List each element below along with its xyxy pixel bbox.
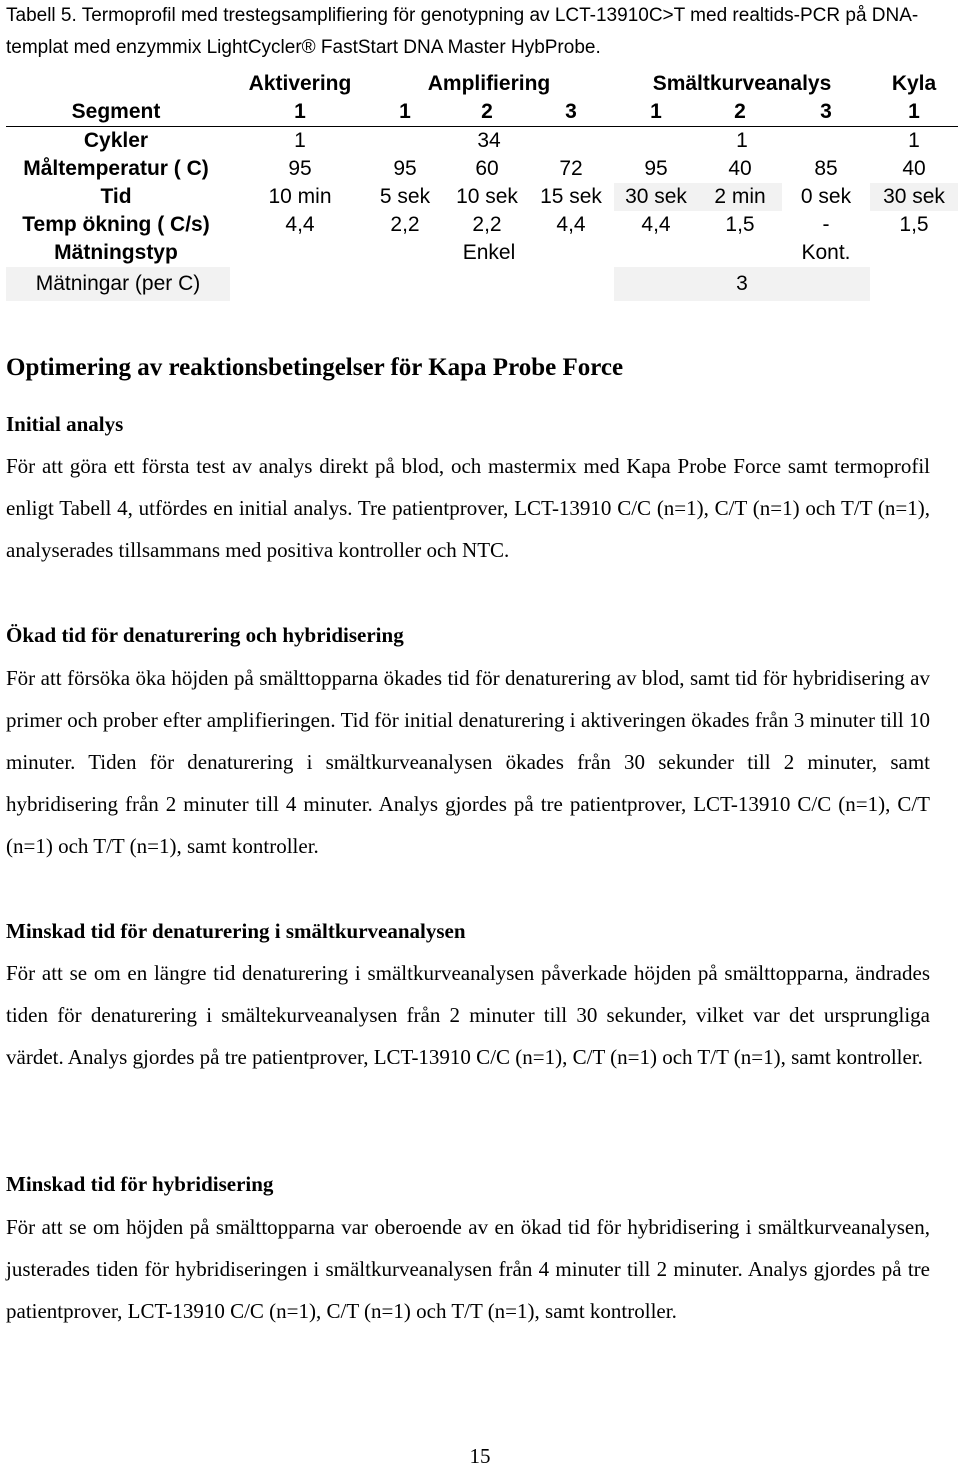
table-tempokning-row: [6, 211, 958, 239]
group-kyla: Kyla: [891, 72, 937, 95]
table-maltemp-row: [6, 155, 958, 183]
thermoprofile-table: [6, 70, 958, 301]
table-cell: 5 sek: [379, 185, 431, 208]
table-cell: 30 sek: [614, 183, 698, 211]
table-cell: 15 sek: [540, 185, 602, 208]
table-cell: 72: [559, 157, 583, 180]
group-amplifiering: Amplifiering: [427, 72, 551, 95]
table-cell: 2 min: [698, 183, 782, 211]
table-group-header-row: [6, 70, 958, 98]
paragraph-initial-analys: För att göra ett första test av analys direkt på blod, och mastermix med Kapa Probe Force samt termoprofil enligt Tabell 4, utfördes en initial analys. Tre patientprover, LCT-13910 C/C (n=1), C/T (n=1) och T/T (n=1), analyserades tillsammans med positiva kontroller och NTC.: [6, 454, 930, 562]
table-cell: 1: [399, 100, 411, 123]
table-cell: 10 sek: [456, 185, 518, 208]
table-cell: 85: [814, 157, 838, 180]
table-cell: 95: [644, 157, 668, 180]
table-cykler-row: [6, 127, 958, 155]
table-cell: 2: [481, 100, 493, 123]
row-label-matningstyp: Mätningstyp: [54, 241, 178, 264]
heading-okad-tid: Ökad tid för denaturering och hybridisering: [6, 623, 404, 647]
table-cell: 40: [728, 157, 752, 180]
table-cell: 2,2: [390, 213, 420, 236]
table-cell: 2,2: [472, 213, 502, 236]
heading-minskad-hybridisering: Minskad tid för hybridisering: [6, 1172, 274, 1196]
table-cell: 3: [565, 100, 577, 123]
table-matningstyp-row: [6, 239, 958, 267]
table-matningar-row: [6, 267, 958, 301]
table-cell: 1: [736, 129, 748, 152]
table-cell: 34: [477, 129, 501, 152]
group-smaltkurveanalys: Smältkurveanalys: [652, 72, 832, 95]
table-cell: 4,4: [641, 213, 671, 236]
row-label-matningar: Mätningar (per C): [6, 267, 230, 301]
table-cell: 1: [650, 100, 662, 123]
table-cell: 3: [820, 100, 832, 123]
table-cell: 1: [908, 129, 920, 152]
table-caption: Tabell 5. Termoprofil med trestegsamplifiering för genotypning av LCT-13910C>T med realtids-PCR på DNA-templat med enzymmix LightCycler® FastStart DNA Master HybProbe.: [6, 5, 919, 58]
table-cell: 30 sek: [870, 183, 958, 211]
table-cell: 0 sek: [800, 185, 852, 208]
heading-minskad-denaturering: Minskad tid för denaturering i smältkurveanalysen: [6, 919, 466, 943]
row-label-maltemp: Måltemperatur ( C): [23, 157, 209, 180]
table-cell: -: [822, 213, 830, 236]
table-cell: 1: [294, 100, 306, 123]
table-cell: 60: [475, 157, 499, 180]
paragraph-minskad-hybridisering: För att se om höjden på smälttopparna var oberoende av en ökad tid för hybridisering i smältkurveanalysen, justerades tiden för hybridiseringen i smältkurveanalysen från 4 minuter till 2 minuter. Analys gjordes på tre patientprover, LCT-13910 C/C (n=1), C/T (n=1) och T/T (n=1), samt kontroller.: [6, 1215, 930, 1323]
row-label-segment: Segment: [71, 100, 161, 123]
table-cell: 4,4: [556, 213, 586, 236]
table-cell: 4,4: [285, 213, 315, 236]
table-cell: 10 min: [268, 185, 332, 208]
table-cell: Enkel: [462, 241, 516, 264]
table-cell: 1: [908, 100, 920, 123]
table-segment-row: [6, 98, 958, 127]
table-cell: 1,5: [725, 213, 755, 236]
group-aktivering: Aktivering: [248, 72, 352, 95]
table-cell: 1,5: [899, 213, 929, 236]
table-cell: 3: [614, 267, 870, 301]
page-number: 15: [469, 1444, 491, 1468]
table-cell: 1: [294, 129, 306, 152]
row-label-tempokning: Temp ökning ( C/s): [22, 213, 210, 236]
paragraph-okad-tid: För att försöka öka höjden på smälttopparna ökades tid för denaturering av blod, samt tid för hybridisering av primer och prober efter amplifieringen. Tid för initial denaturering i aktiveringen ökades från 3 minuter till 10 minuter. Tiden för denaturering i smältkurveanalysen ökades från 30 sekunder till 2 minuter, samt hybridisering från 2 minuter till 4 minuter. Analys gjordes på tre patientprover, LCT-13910 C/C (n=1), C/T (n=1) och T/T (n=1), samt kontroller.: [6, 666, 930, 858]
table-cell: 95: [393, 157, 417, 180]
row-label-tid: Tid: [100, 185, 132, 208]
section-title: Optimering av reaktionsbetingelser för Kapa Probe Force: [6, 354, 624, 381]
table-tid-row: [6, 183, 958, 211]
table-cell: 2: [734, 100, 746, 123]
row-label-cykler: Cykler: [83, 129, 149, 152]
paragraph-minskad-denaturering: För att se om en längre tid denaturering i smältkurveanalysen påverkade höjden på smälttopparna, ändrades tiden för denaturering i smältekurveanalysen från 2 minuter till 30 sekunder, vilket var det ursprungliga värdet. Analys gjordes på tre patientprover, LCT-13910 C/C (n=1), C/T (n=1) och T/T (n=1), samt kontroller.: [6, 961, 930, 1069]
table-cell: Kont.: [801, 241, 851, 264]
table-cell: 95: [288, 157, 312, 180]
table-cell: 40: [902, 157, 926, 180]
heading-initial-analys: Initial analys: [6, 412, 124, 436]
